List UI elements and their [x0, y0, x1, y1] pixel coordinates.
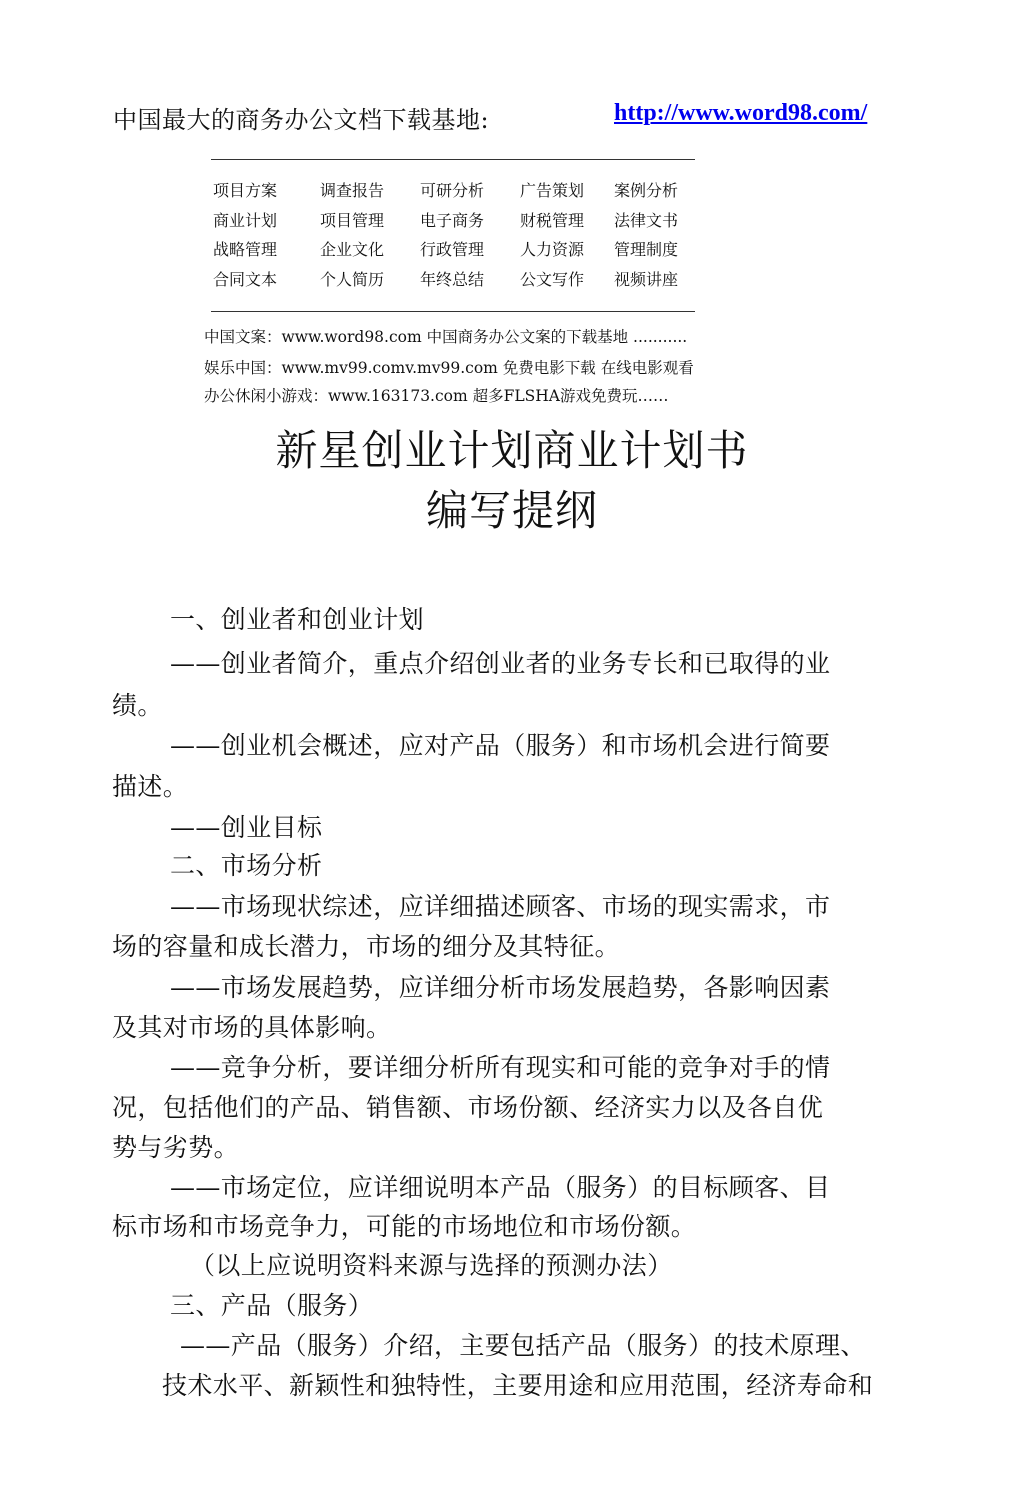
category-link[interactable]: 公文写作 [520, 269, 585, 289]
category-link[interactable]: 调查报告 [320, 181, 385, 200]
category-link[interactable]: 企业文化 [320, 240, 385, 259]
body-paragraph-line: 技术水平、新颖性和独特性，主要用途和应用范围，经济寿命和 [162, 1371, 874, 1400]
category-link[interactable]: 项目管理 [320, 210, 385, 230]
body-paragraph-line: ——市场现状综述，应详细描述顾客、市场的现实需求，市 [170, 892, 831, 921]
category-link[interactable]: 管理制度 [614, 240, 679, 259]
category-link[interactable]: 项目方案 [213, 181, 278, 200]
body-paragraph-line: 场的容量和成长潜力，市场的细分及其特征。 [112, 932, 621, 961]
section-heading-1: 一、创业者和创业计划 [170, 605, 425, 634]
category-link[interactable]: 广告策划 [520, 181, 585, 200]
category-link[interactable]: 电子商务 [420, 210, 485, 230]
body-paragraph-line: ——市场定位，应详细说明本产品（服务）的目标顾客、目 [170, 1173, 831, 1202]
body-paragraph-line: 及其对市场的具体影响。 [112, 1013, 392, 1042]
document-title: 新星创业计划商业计划书 [275, 426, 749, 475]
category-link[interactable]: 财税管理 [520, 210, 585, 230]
site-url-link[interactable]: http://www.word98.com/ [614, 100, 868, 126]
promo-line-163173[interactable]: 办公休闲小游戏：www.163173.com 超多FLSHA游戏免费玩…… [204, 387, 669, 405]
category-link[interactable]: 年终总结 [420, 269, 485, 289]
category-link[interactable]: 可研分析 [420, 181, 485, 200]
body-paragraph-line: 标市场和市场竞争力，可能的市场地位和市场份额。 [112, 1212, 697, 1241]
body-paragraph-line: ——创业者简介，重点介绍创业者的业务专长和已取得的业 [170, 649, 831, 678]
site-header-text: 中国最大的商务办公文档下载基地: [113, 106, 490, 134]
category-link[interactable]: 商业计划 [213, 210, 278, 230]
category-link[interactable]: 人力资源 [520, 240, 585, 259]
body-paragraph-line: 描述。 [112, 772, 189, 801]
category-link[interactable]: 战略管理 [213, 240, 278, 259]
document-subtitle: 编写提纲 [425, 486, 598, 535]
body-paragraph-line: ——市场发展趋势，应详细分析市场发展趋势，各影响因素 [170, 973, 831, 1002]
category-links-grid [213, 178, 693, 296]
category-link[interactable]: 行政管理 [420, 240, 485, 259]
category-link[interactable]: 合同文本 [213, 269, 278, 289]
category-link[interactable]: 个人简历 [320, 269, 385, 289]
body-paragraph-line: 绩。 [112, 691, 163, 720]
promo-line-mv99[interactable]: 娱乐中国：www.mv99.comv.mv99.com 免费电影下载 在线电影观看 [204, 359, 694, 377]
top-divider [211, 159, 695, 160]
category-link[interactable]: 视频讲座 [614, 269, 679, 289]
body-paragraph-line: 势与劣势。 [112, 1133, 240, 1162]
body-paragraph-line: ——创业机会概述，应对产品（服务）和市场机会进行简要 [170, 731, 831, 760]
section-heading-3: 三、产品（服务） [170, 1291, 374, 1320]
body-paragraph-line: ——产品（服务）介绍，主要包括产品（服务）的技术原理、 [180, 1331, 866, 1360]
category-link[interactable]: 法律文书 [614, 210, 679, 230]
body-paragraph-line: ——竞争分析，要详细分析所有现实和可能的竞争对手的情 [170, 1053, 831, 1082]
promo-line-word98[interactable]: 中国文案：www.word98.com 中国商务办公文案的下载基地 ........... [204, 328, 688, 346]
category-link[interactable]: 案例分析 [614, 181, 679, 200]
body-paragraph-line: 况，包括他们的产品、销售额、市场份额、经济实力以及各自优 [112, 1093, 824, 1122]
body-paragraph-line: （以上应说明资料来源与选择的预测办法） [190, 1251, 673, 1280]
section-heading-2: 二、市场分析 [170, 851, 323, 880]
body-paragraph-line: ——创业目标 [170, 813, 323, 842]
bottom-divider [211, 311, 695, 312]
